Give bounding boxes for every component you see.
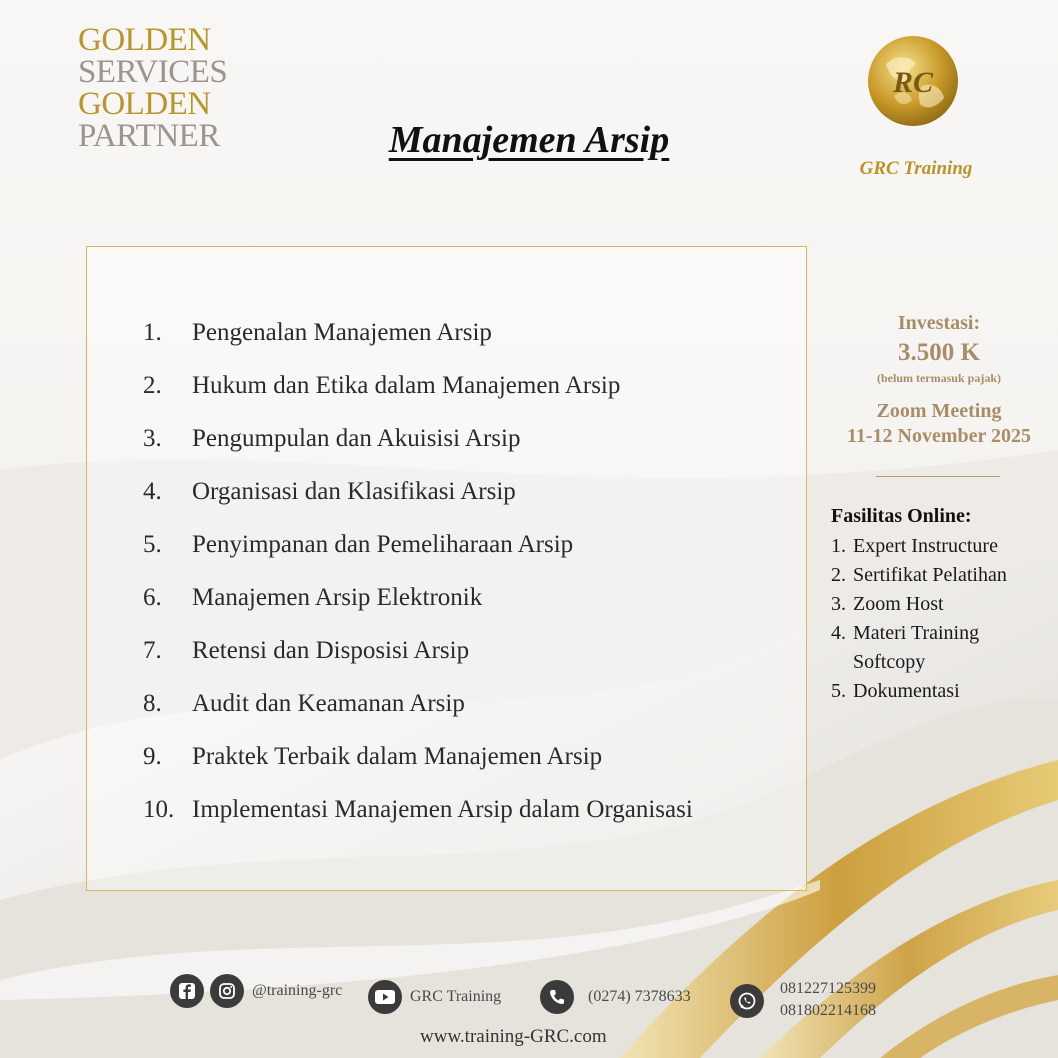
topic-number: 2. — [143, 372, 162, 399]
list-item — [143, 637, 693, 690]
logo-text: GRC Training — [859, 158, 973, 179]
topic-label: Praktek Terbaik dalam Manajemen Arsip — [192, 743, 603, 770]
topic-number: 3. — [143, 425, 162, 452]
schedule-label: Zoom Meeting — [876, 400, 1002, 422]
facility-number: 4. — [831, 622, 846, 644]
facility-number: 1. — [831, 535, 846, 557]
youtube-channel[interactable]: GRC Training — [410, 988, 502, 1005]
facilities-list — [831, 532, 1050, 706]
list-item — [831, 677, 1050, 706]
list-item — [143, 743, 693, 796]
footer — [0, 972, 1058, 1058]
topic-number: 6. — [143, 584, 162, 611]
whatsapp-number[interactable]: 081227125399 — [780, 980, 876, 997]
facility-label: Zoom Host — [853, 593, 944, 615]
tagline-line: PARTNER — [78, 118, 220, 154]
list-item — [143, 478, 693, 531]
facility-number: 5. — [831, 680, 846, 702]
phone-icon[interactable] — [540, 980, 574, 1014]
schedule-date: 11-12 November 2025 — [846, 425, 1032, 447]
list-item — [831, 619, 1050, 677]
tagline-line: GOLDEN — [78, 86, 211, 122]
topic-number: 5. — [143, 531, 162, 558]
topic-number: 9. — [143, 743, 162, 770]
investment-note: (belum termasuk pajak) — [876, 371, 1001, 385]
topic-label: Retensi dan Disposisi Arsip — [192, 637, 470, 664]
tagline-line: SERVICES — [78, 54, 228, 90]
list-item — [143, 690, 693, 743]
facility-label: Materi Training Softcopy — [853, 622, 980, 673]
topic-label: Pengumpulan dan Akuisisi Arsip — [192, 425, 521, 452]
grc-logo — [836, 34, 986, 179]
topic-label: Penyimpanan dan Pemeliharaan Arsip — [192, 531, 574, 558]
topic-number: 4. — [143, 478, 162, 505]
topic-number: 7. — [143, 637, 162, 664]
list-item — [143, 796, 693, 849]
svg-text:RC: RC — [892, 66, 934, 99]
facility-number: 3. — [831, 593, 846, 615]
list-item — [143, 319, 693, 372]
facility-label: Dokumentasi — [853, 680, 960, 702]
list-item — [143, 425, 693, 478]
whatsapp-icon[interactable] — [730, 984, 764, 1018]
tagline-line: GOLDEN — [78, 22, 211, 58]
topic-number: 8. — [143, 690, 162, 717]
social-handle[interactable]: @training-grc — [252, 982, 343, 999]
facility-number: 2. — [831, 564, 846, 586]
website-link[interactable]: www.training-GRC.com — [420, 1026, 607, 1047]
list-item — [831, 561, 1050, 590]
instagram-icon[interactable] — [210, 974, 244, 1008]
investment-price: 3.500 K — [898, 339, 980, 366]
list-item — [143, 372, 693, 425]
topic-label: Pengenalan Manajemen Arsip — [192, 319, 492, 346]
topic-box — [86, 246, 807, 891]
youtube-icon[interactable] — [368, 980, 402, 1014]
topic-label: Organisasi dan Klasifikasi Arsip — [192, 478, 516, 505]
facilities-title: Fasilitas Online: — [831, 505, 972, 527]
facility-label: Sertifikat Pelatihan — [853, 564, 1007, 586]
whatsapp-number[interactable]: 081802214168 — [780, 1002, 876, 1019]
list-item — [143, 584, 693, 637]
info-panel — [828, 312, 1050, 706]
topic-label: Audit dan Keamanan Arsip — [192, 690, 465, 717]
list-item — [143, 531, 693, 584]
facebook-icon[interactable] — [170, 974, 204, 1008]
topic-list — [143, 319, 693, 849]
divider — [876, 476, 1000, 477]
list-item — [831, 590, 1050, 619]
topic-number: 10. — [143, 796, 175, 823]
page-title: Manajemen Arsip — [388, 119, 670, 161]
topic-label: Hukum dan Etika dalam Manajemen Arsip — [192, 372, 621, 399]
investment-label: Investasi: — [897, 312, 981, 334]
topic-label: Implementasi Manajemen Arsip dalam Organisasi — [192, 796, 693, 823]
list-item — [831, 532, 1050, 561]
phone-number[interactable]: (0274) 7378633 — [588, 988, 691, 1005]
globe-logo-icon — [866, 34, 960, 128]
topic-number: 1. — [143, 319, 162, 346]
topic-label: Manajemen Arsip Elektronik — [192, 584, 483, 611]
facility-label: Expert Instructure — [853, 535, 998, 557]
